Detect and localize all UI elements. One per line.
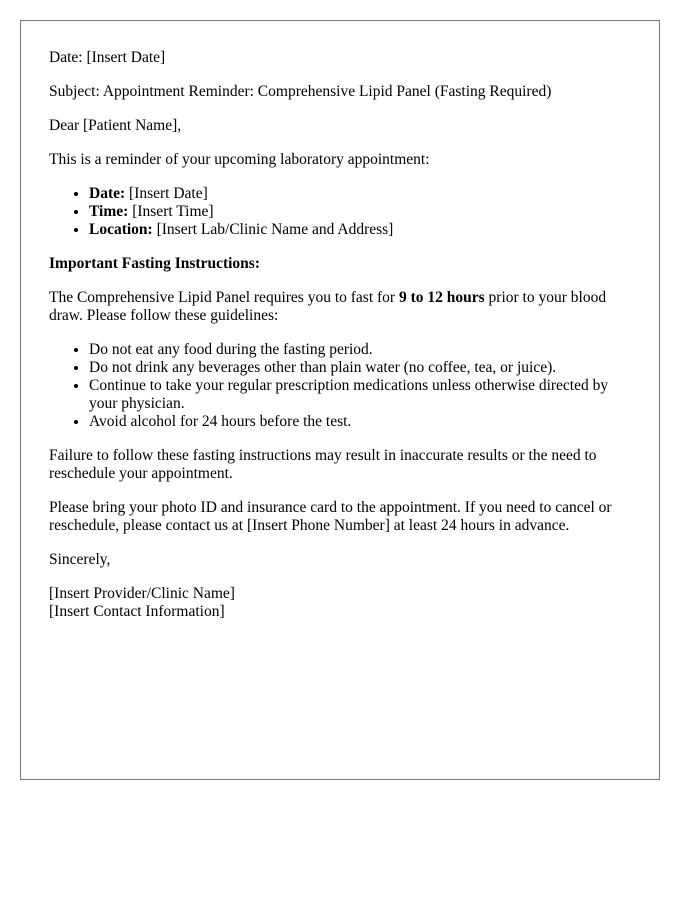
list-item: • Continue to take your regular prescription medications unless otherwise directed by your physician. — [89, 377, 631, 413]
signature-contact: [Insert Contact Information] — [49, 603, 225, 620]
subject-line: Subject: Appointment Reminder: Comprehensive Lipid Panel (Fasting Required) — [49, 83, 552, 100]
detail-label-location: Location: — [89, 221, 153, 238]
detail-label-date: Date: — [89, 185, 126, 202]
list-item: • Do not drink any beverages other than plain water (no coffee, tea, or juice). — [89, 359, 631, 377]
date-line: Date: [Insert Date] — [49, 49, 166, 66]
fasting-paragraph — [49, 289, 631, 325]
list-item — [89, 203, 631, 221]
greeting: Dear [Patient Name], — [49, 117, 182, 134]
signature-name: [Insert Provider/Clinic Name] — [49, 585, 235, 602]
closing: Sincerely, — [49, 551, 111, 568]
detail-value-date: [Insert Date] — [125, 185, 208, 202]
detail-value-location: [Insert Lab/Clinic Name and Address] — [152, 221, 394, 238]
list-item: • Do not eat any food during the fasting period. — [89, 341, 631, 359]
list-item — [89, 185, 631, 203]
detail-label-time: Time: — [89, 203, 129, 220]
fasting-text-after: prior to your blood draw. Please follow these guidelines: — [49, 289, 607, 324]
intro-paragraph: This is a reminder of your upcoming laboratory appointment: — [49, 151, 430, 168]
fasting-heading: Important Fasting Instructions: — [49, 255, 260, 272]
fasting-guidelines-list — [49, 341, 631, 431]
detail-value-time: [Insert Time] — [128, 203, 214, 220]
list-item — [89, 221, 631, 239]
failure-paragraph: Failure to follow these fasting instructions may result in inaccurate results or the need to reschedule your appointment. — [49, 447, 597, 482]
bring-paragraph: Please bring your photo ID and insurance card to the appointment. If you need to cancel or reschedule, please contact us at [Insert Phone Number] at least 24 hours in advance. — [49, 499, 612, 534]
fasting-text-before: The Comprehensive Lipid Panel requires you to fast for — [49, 289, 399, 306]
letter-page — [20, 20, 660, 780]
appointment-details-list — [49, 185, 631, 239]
fasting-duration: 9 to 12 hours — [398, 289, 485, 306]
list-item: • Avoid alcohol for 24 hours before the test. — [89, 413, 631, 431]
signature-block — [49, 585, 631, 621]
